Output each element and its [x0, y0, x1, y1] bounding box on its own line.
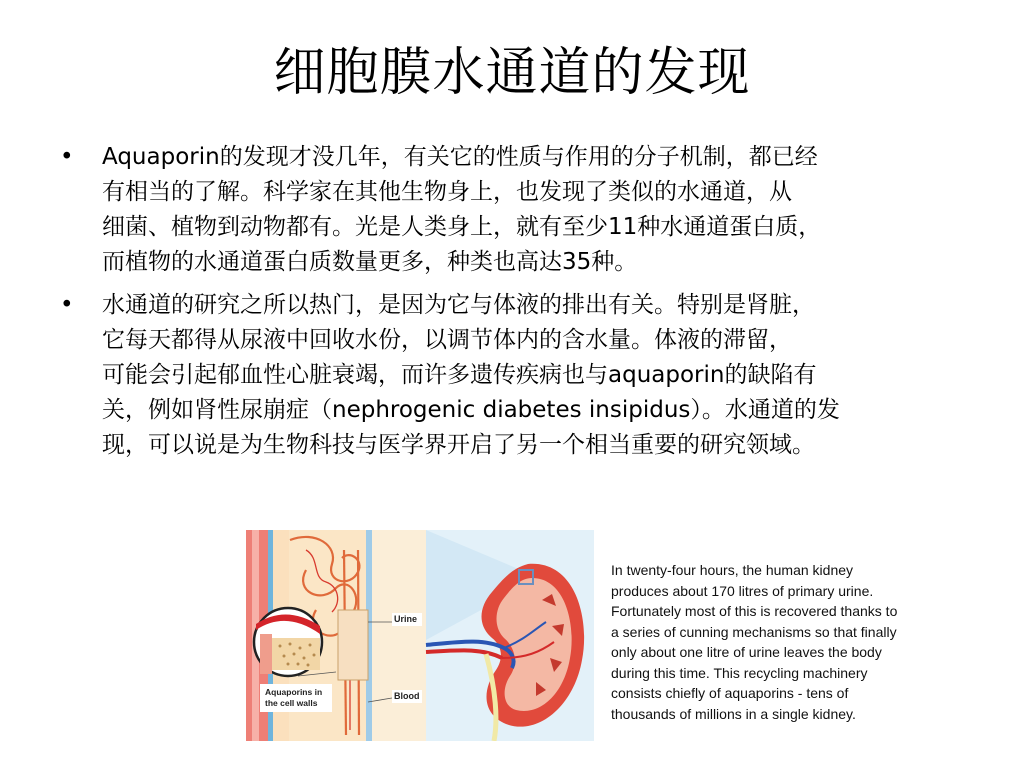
bullet-item-2	[58, 288, 988, 463]
collecting-duct	[338, 610, 368, 680]
bullet-line: 有相当的了解。科学家在其他生物身上，也发现了类似的水通道，从	[102, 179, 792, 205]
figure-caption	[611, 560, 971, 724]
slide-title: 细胞膜水通道的发现	[273, 43, 751, 103]
bullet-line: 它每天都得从尿液中回收水份，以调节体内的含水量。体液的滞留，	[102, 327, 792, 353]
bullet-line: 可能会引起郁血性心脏衰竭，而许多遗传疾病也与aquaporin的缺陷有	[102, 362, 817, 388]
label-blood: Blood	[394, 691, 420, 701]
bullet-list	[58, 140, 988, 463]
caption-line: In twenty-four hours, the human kidney	[611, 562, 854, 578]
bullet-line: Aquaporin的发现才没几年，有关它的性质与作用的分子机制，都已经	[102, 144, 818, 170]
caption-line: thousands of millions in a single kidney.	[611, 705, 856, 722]
bullet-line: 而植物的水通道蛋白质数量更多，种类也高达35种。	[102, 249, 638, 275]
caption-line: Fortunately most of this is recovered thanks to	[611, 603, 898, 619]
bullet-line: 水通道的研究之所以热门，是因为它与体液的排出有关。特别是肾脏，	[102, 292, 815, 318]
bullet-item-1	[58, 140, 988, 280]
caption-line: only about one litre of urine leaves the body	[611, 644, 882, 660]
caption-line: produces about 170 litres of primary urine.	[611, 582, 874, 599]
kidney-aquaporin-figure	[246, 530, 594, 741]
caption-line: a series of cunning mechanisms so that finally	[611, 623, 897, 640]
label-aquaporins-line2: the cell walls	[265, 698, 318, 708]
bullet-dot: •	[60, 292, 74, 318]
bullet-line: 细菌、植物到动物都有。光是人类身上，就有至少11种水通道蛋白质，	[102, 214, 822, 240]
label-aquaporins-line1: Aquaporins in	[265, 687, 323, 697]
bullet-dot: •	[60, 144, 74, 170]
label-urine: Urine	[394, 614, 418, 624]
bullet-line: 关，例如肾性尿崩症（nephrogenic diabetes insipidus）。水通道的发	[102, 397, 840, 423]
caption-line: during this time. This recycling machinery	[611, 664, 868, 681]
caption-line: consists chiefly of aquaporins - tens of	[611, 685, 849, 701]
bullet-line: 现，可以说是为生物科技与医学界开启了另一个相当重要的研究领域。	[102, 432, 815, 458]
